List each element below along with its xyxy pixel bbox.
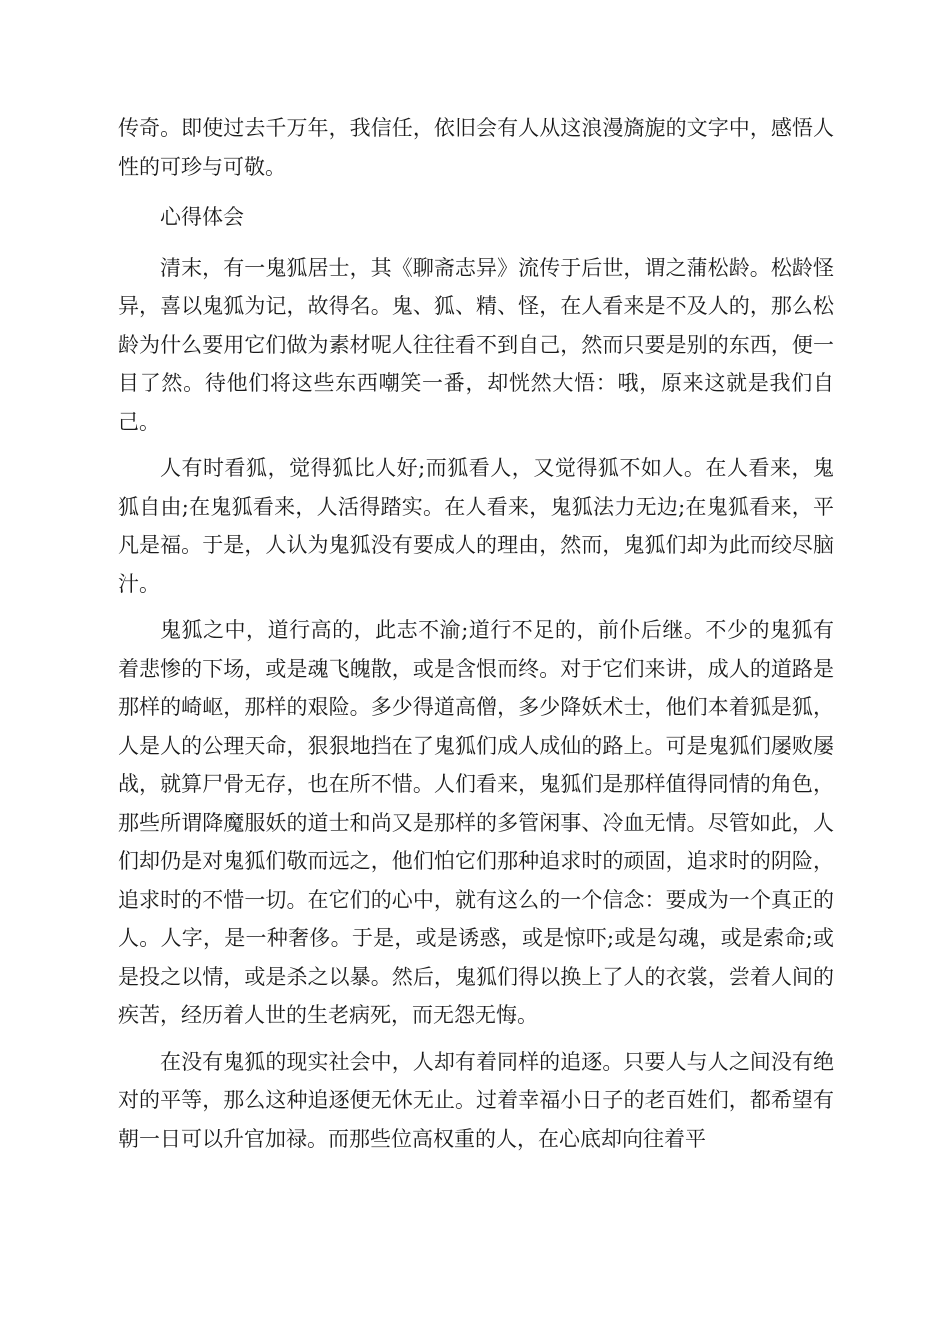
body-paragraph-2: 人有时看狐，觉得狐比人好;而狐看人，又觉得狐不如人。在人看来，鬼狐自由;在鬼狐看来，人活得踏实。在人看来，鬼狐法力无边;在鬼狐看来，平凡是福。于是，人认为鬼狐没有要成人的理由，然而，鬼狐们却为此而绞尽脑汁。 bbox=[118, 456, 834, 596]
body-paragraph-4: 在没有鬼狐的现实社会中，人却有着同样的追逐。只要人与人之间没有绝对的平等，那么这种追逐便无休无止。过着幸福小日子的老百姓们，都希望有朝一日可以升官加禄。而那些位高权重的人，在心底却向往着平 bbox=[118, 1049, 834, 1151]
section-heading: 心得体会 bbox=[160, 205, 244, 229]
document-page bbox=[118, 109, 834, 1158]
body-paragraph-3: 鬼狐之中，道行高的，此志不渝;道行不足的，前仆后继。不少的鬼狐有着悲惨的下场，或是魂飞魄散，或是含恨而终。对于它们来讲，成人的道路是那样的崎岖，那样的艰险。多少得道高僧，多少降妖术士，他们本着狐是狐，人是人的公理天命，狠狠地挡在了鬼狐们成人成仙的路上。可是鬼狐们屡败屡战，就算尸骨无存，也在所不惜。人们看来，鬼狐们是那样值得同情的角色，那些所谓降魔服妖的道士和尚又是那样的多管闲事、冷血无情。尽管如此，人们却仍是对鬼狐们敬而远之，他们怕它们那种追求时的顽固，追求时的阴险，追求时的不惜一切。在它们的心中，就有这么的一个信念：要成为一个真正的人。人字，是一种奢侈。于是，或是诱惑，或是惊吓;或是勾魂，或是索命;或是投之以情，或是杀之以暴。然后，鬼狐们得以换上了人的衣裳，尝着人间的疾苦，经历着人世的生老病死，而无怨无悔。 bbox=[118, 618, 834, 1027]
body-paragraph-1: 清末，有一鬼狐居士，其《聊斋志异》流传于后世，谓之蒲松龄。松龄怪异，喜以鬼狐为记，故得名。鬼、狐、精、怪，在人看来是不及人的，那么松龄为什么要用它们做为素材呢人往往看不到自己，然而只要是别的东西，便一目了然。待他们将这些东西嘲笑一番，却恍然大悟：哦，原来这就是我们自己。 bbox=[118, 255, 834, 434]
continuation-paragraph: 传奇。即使过去千万年，我信任，依旧会有人从这浪漫旖旎的文字中，感悟人性的可珍与可敬。 bbox=[118, 116, 834, 179]
